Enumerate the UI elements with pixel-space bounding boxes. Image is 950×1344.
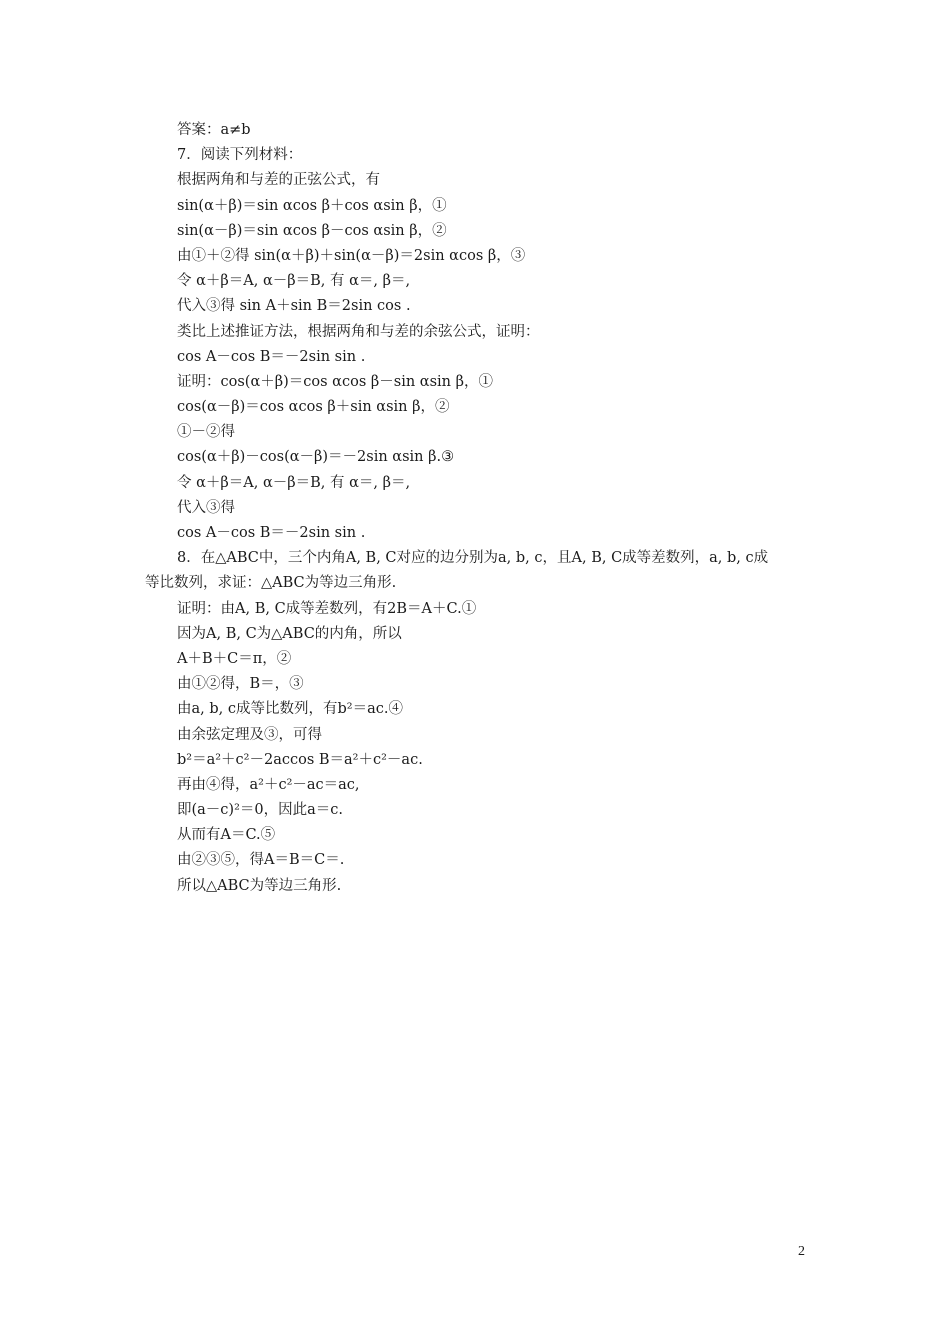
text-line: 从而有A＝C.⑤ [177, 827, 276, 844]
text-line: 令 α＋β＝A, α－β＝B, 有 α＝, β＝, [177, 273, 411, 290]
text-line: 代入③得 [177, 499, 235, 516]
text-line: 代入③得 sin A＋sin B＝2sin cos . [177, 298, 411, 315]
text-line: 所以△ABC为等边三角形. [177, 877, 342, 894]
text-line: 8．在△ABC中，三个内角A, B, C对应的边分别为a, b, c，且A, B, C成等差数列，a, b, c成 [177, 550, 769, 567]
text-line: 根据两角和与差的正弦公式，有 [177, 172, 380, 189]
text-line: cos A－cos B＝－2sin sin . [177, 348, 366, 365]
text-line: sin(α－β)＝sin αcos β－cos αsin β，② [177, 222, 447, 239]
text-line: A＋B＋C＝π，② [177, 650, 292, 667]
document-body [145, 118, 815, 899]
text-line: 由①＋②得 sin(α＋β)＋sin(α－β)＝2sin αcos β，③ [177, 247, 526, 264]
text-line: cos(α－β)＝cos αcos β＋sin αsin β，② [177, 399, 450, 416]
text-line: 由②③⑤，得A＝B＝C＝. [177, 852, 345, 869]
text-line: 由余弦定理及③，可得 [177, 726, 322, 743]
text-line: 证明：cos(α＋β)＝cos αcos β－sin αsin β，① [177, 373, 493, 390]
text-line: 因为A, B, C为△ABC的内角，所以 [177, 625, 402, 642]
text-line: 类比上述推证方法，根据两角和与差的余弦公式，证明： [177, 323, 540, 340]
page-number: 2 [798, 1244, 805, 1259]
text-line: ①－②得 [177, 424, 235, 441]
text-line: cos(α＋β)－cos(α－β)＝－2sin αsin β.③ [177, 449, 455, 466]
text-line: 由a, b, c成等比数列，有b²＝ac.④ [177, 701, 403, 718]
text-line: 由①②得，B＝，③ [177, 676, 304, 693]
text-line: 再由④得，a²＋c²－ac＝ac, [177, 776, 360, 793]
text-line: 证明：由A, B, C成等差数列，有2B＝A＋C.① [177, 600, 477, 617]
text-line: 令 α＋β＝A, α－β＝B, 有 α＝, β＝, [177, 474, 411, 491]
text-line: 7．阅读下列材料： [177, 147, 303, 164]
text-line: 等比数列，求证：△ABC为等边三角形. [145, 575, 397, 592]
text-line: sin(α＋β)＝sin αcos β＋cos αsin β，① [177, 197, 447, 214]
text-line: cos A－cos B＝－2sin sin . [177, 525, 366, 541]
text-line: b²＝a²＋c²－2accos B＝a²＋c²－ac. [177, 751, 423, 768]
text-line: 即(a－c)²＝0，因此a＝c. [177, 802, 343, 819]
text-line: 答案：a≠b [177, 122, 251, 138]
